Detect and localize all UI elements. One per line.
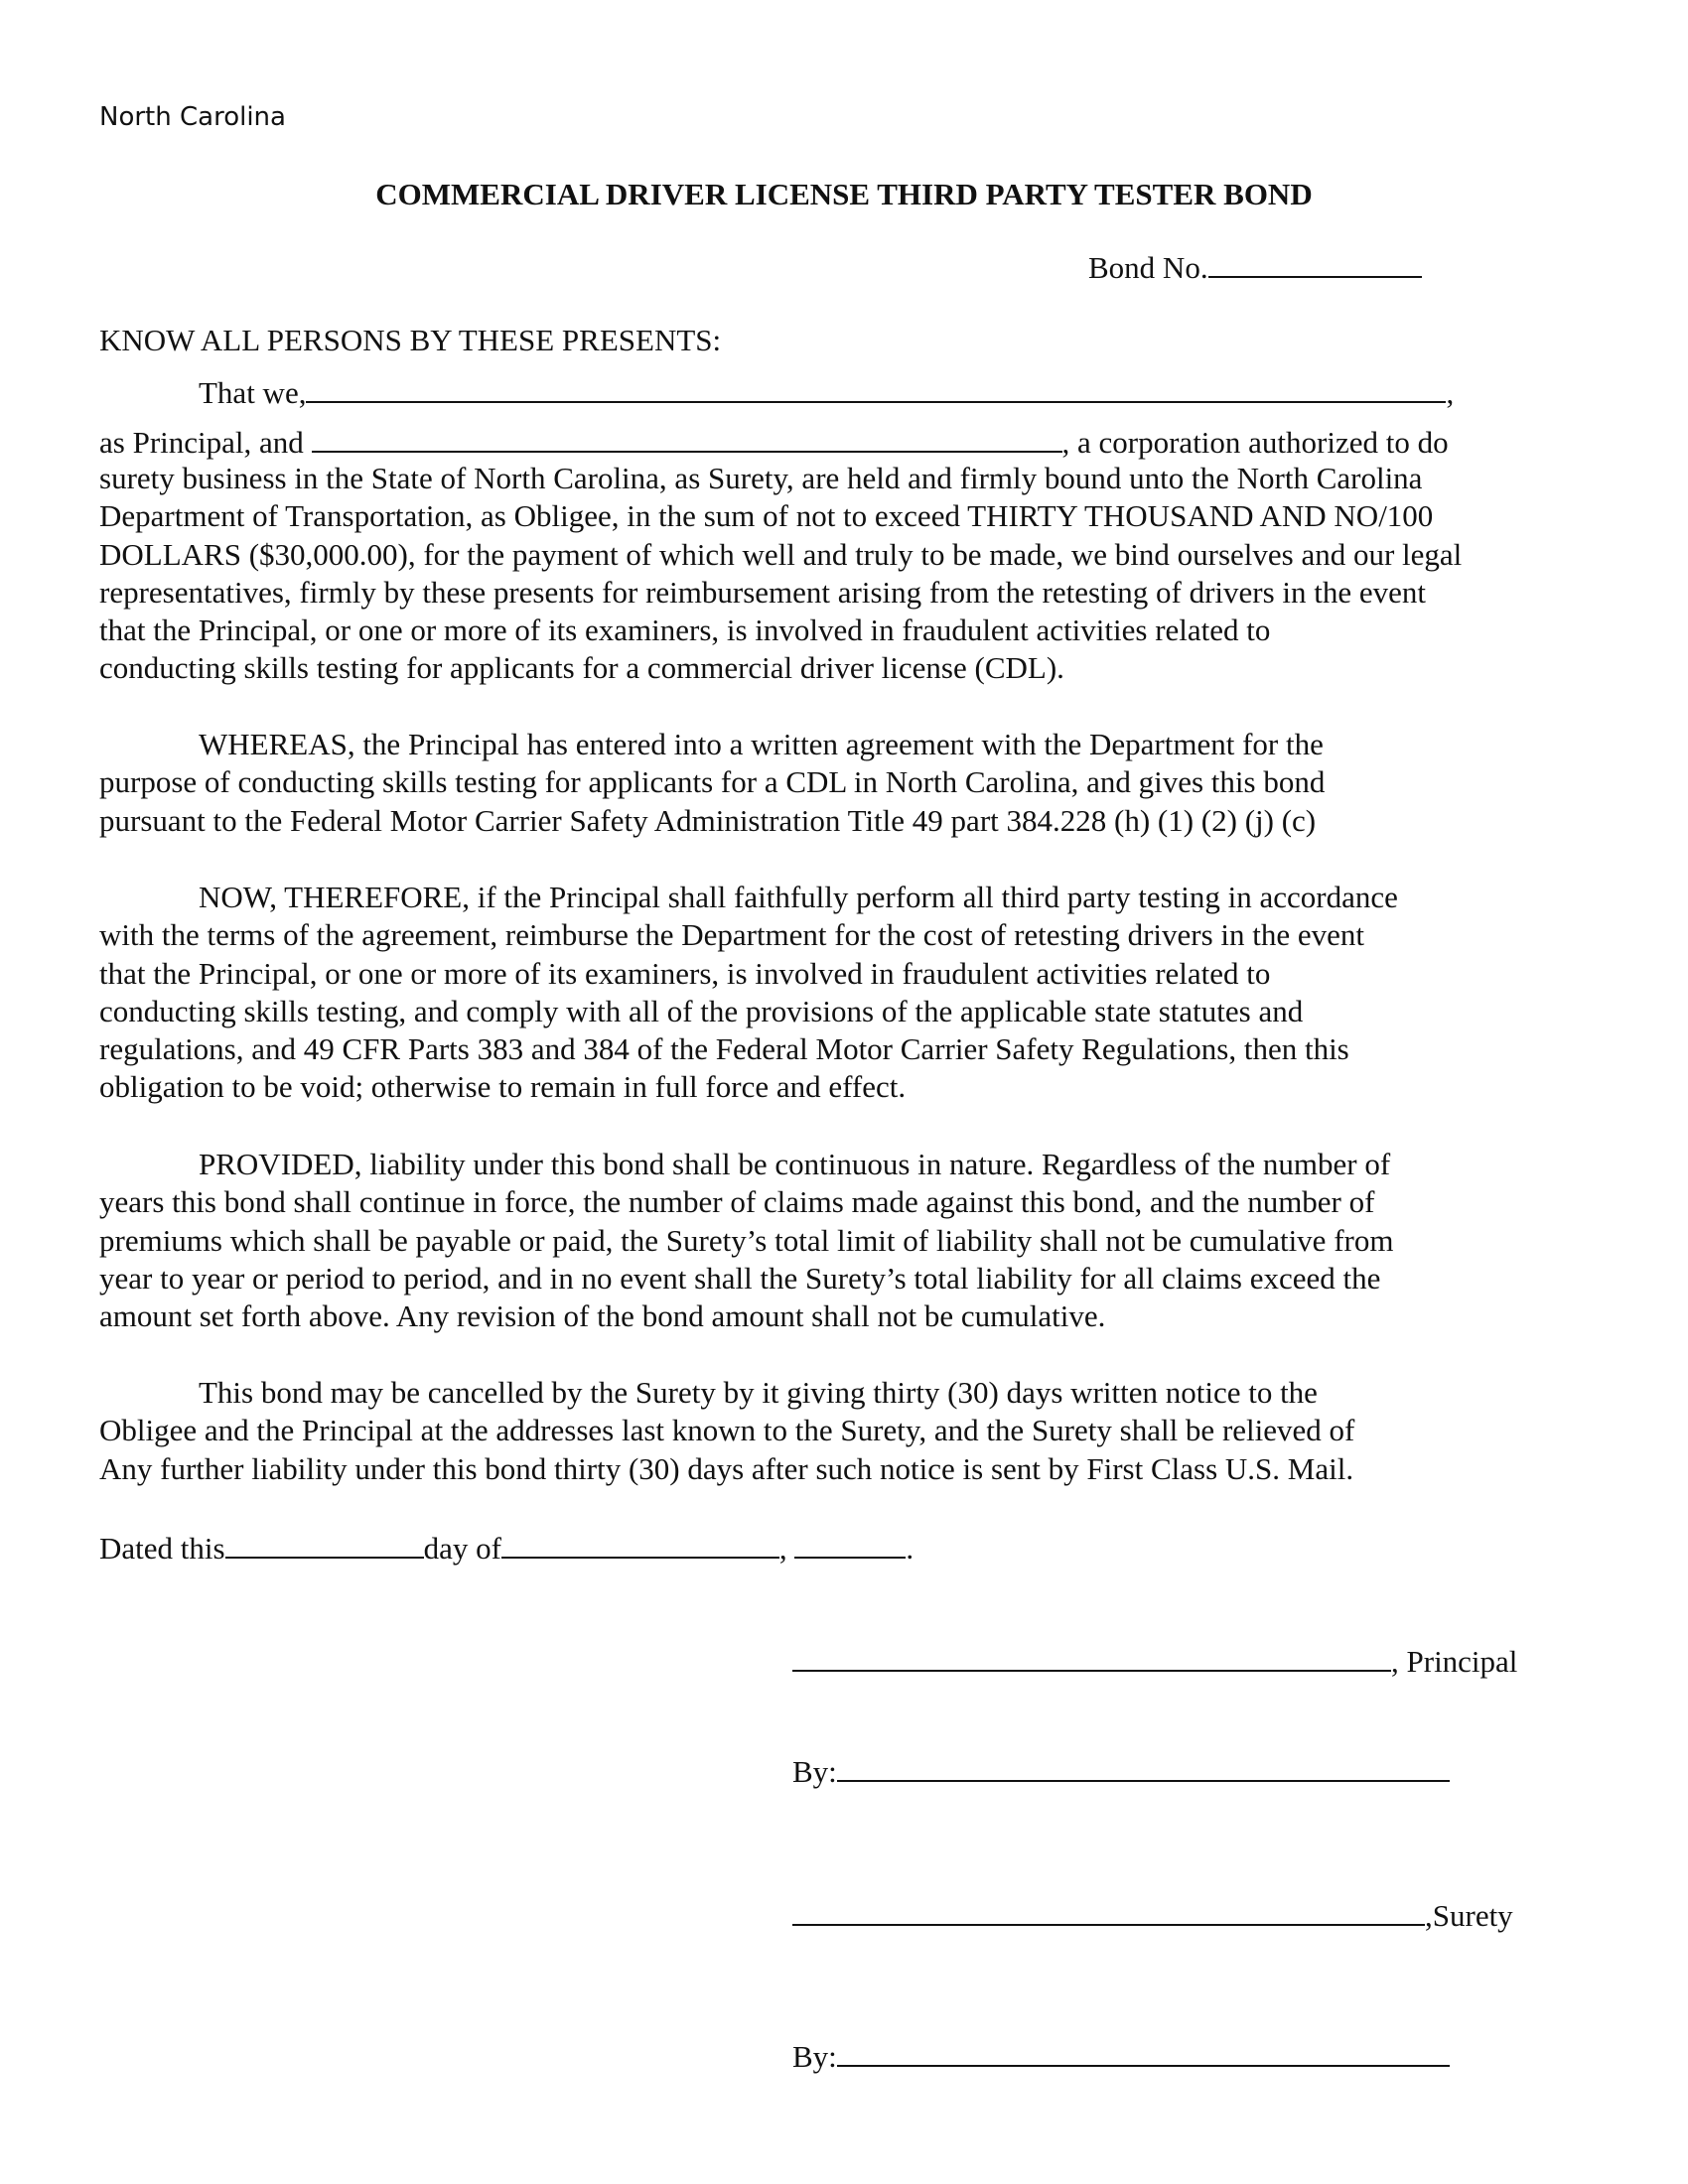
now-therefore-line: with the terms of the agreement, reimburse the Department for the cost of retesting drivers in the event: [99, 917, 1365, 953]
cancellation-line: Obligee and the Principal at the addresses last known to the Surety, and the Surety shall be relieved of: [99, 1413, 1355, 1448]
provided-paragraph: [99, 1146, 1569, 1335]
provided-line: PROVIDED, liability under this bond shall be continuous in nature. Regardless of the number of: [199, 1147, 1391, 1181]
day-blank[interactable]: [225, 1527, 424, 1559]
provided-line: amount set forth above. Any revision of the bond amount shall not be cumulative.: [99, 1298, 1106, 1334]
surety-by-line: [792, 2035, 1450, 2077]
intro-line: that the Principal, or one or more of its examiners, is involved in fraudulent activities related to: [99, 613, 1271, 648]
state-label: North Carolina: [99, 102, 286, 132]
now-therefore-paragraph: [99, 879, 1569, 1107]
whereas-line: WHEREAS, the Principal has entered into a written agreement with the Department for the: [199, 727, 1324, 761]
dated-this-label: Dated this: [99, 1531, 225, 1566]
now-therefore-line: obligation to be void; otherwise to remain in full force and effect.: [99, 1069, 907, 1105]
bond-number-label: Bond No.: [1088, 250, 1208, 285]
day-of-label: day of: [423, 1531, 501, 1566]
intro-paragraph: [99, 460, 1569, 688]
now-therefore-line: that the Principal, or one or more of its examiners, is involved in fraudulent activities related to: [99, 955, 1271, 991]
principal-signature-blank[interactable]: [792, 1640, 1391, 1672]
principal-by-label: By:: [792, 1754, 837, 1789]
intro-line: representatives, firmly by these presents for reimbursement arising from the retesting of drivers in the event: [99, 574, 1427, 610]
principal-suffix: , a corporation authorized to do: [1061, 425, 1449, 460]
whereas-line: pursuant to the Federal Motor Carrier Safety Administration Title 49 part 384.228 (h) (1) (2) (j) (c): [99, 802, 1317, 838]
intro-line: conducting skills testing for applicants for a commercial driver license (CDL).: [99, 650, 1064, 686]
principal-by-line: [792, 1750, 1450, 1792]
bond-number-blank[interactable]: [1208, 246, 1422, 278]
provided-line: years this bond shall continue in force, the number of claims made against this bond, and the number of: [99, 1184, 1375, 1220]
surety-signature-blank[interactable]: [792, 1894, 1425, 1926]
bond-number-field: [1088, 246, 1422, 288]
dated-comma: ,: [778, 1531, 787, 1566]
month-blank[interactable]: [501, 1527, 779, 1559]
cancellation-line: Any further liability under this bond thirty (30) days after such notice is sent by First Class U.S. Mail.: [99, 1450, 1354, 1486]
that-we-comma: ,: [1446, 375, 1455, 410]
dated-line: [99, 1527, 914, 1568]
whereas-line: purpose of conducting skills testing for applicants for a CDL in North Carolina, and gives this bond: [99, 764, 1326, 800]
dated-period: .: [906, 1531, 914, 1566]
provided-line: premiums which shall be payable or paid, the Surety’s total limit of liability shall not be cumulative from: [99, 1222, 1394, 1258]
surety-signature-line: [792, 1894, 1513, 1936]
principal-name-blank[interactable]: [306, 371, 1446, 403]
know-all-heading: KNOW ALL PERSONS BY THESE PRESENTS:: [99, 323, 722, 357]
surety-name-blank[interactable]: [312, 421, 1062, 453]
document-title: COMMERCIAL DRIVER LICENSE THIRD PARTY TESTER BOND: [375, 177, 1313, 211]
surety-label: ,Surety: [1425, 1898, 1513, 1933]
intro-line: Department of Transportation, as Obligee, in the sum of not to exceed THIRTY THOUSAND AND NO/100: [99, 498, 1434, 534]
surety-line: [99, 421, 1449, 462]
now-therefore-line: conducting skills testing, and comply with all of the provisions of the applicable state statutes and: [99, 993, 1304, 1028]
provided-line: year to year or period to period, and in no event shall the Surety’s total liability for all claims exceed the: [99, 1260, 1381, 1296]
surety-by-label: By:: [792, 2039, 837, 2074]
cancellation-paragraph: [99, 1374, 1569, 1488]
surety-by-blank[interactable]: [837, 2035, 1450, 2067]
intro-line: DOLLARS ($30,000.00), for the payment of which well and truly to be made, we bind ourselves and our legal: [99, 536, 1463, 572]
that-we-line: [199, 371, 1454, 412]
principal-by-blank[interactable]: [837, 1750, 1450, 1782]
principal-label: , Principal: [1391, 1644, 1518, 1679]
year-blank[interactable]: [794, 1527, 906, 1559]
cancellation-line: This bond may be cancelled by the Surety by it giving thirty (30) days written notice to the: [199, 1375, 1318, 1410]
now-therefore-line: regulations, and 49 CFR Parts 383 and 384 of the Federal Motor Carrier Safety Regulations, then this: [99, 1031, 1349, 1067]
that-we-label: That we,: [199, 375, 307, 410]
whereas-paragraph: [99, 726, 1569, 840]
intro-line: surety business in the State of North Carolina, as Surety, are held and firmly bound unto the North Carolina: [99, 461, 1423, 495]
principal-prefix: as Principal, and: [99, 425, 304, 460]
now-therefore-line: NOW, THEREFORE, if the Principal shall faithfully perform all third party testing in accordance: [199, 880, 1398, 914]
principal-signature-line: [792, 1640, 1517, 1682]
